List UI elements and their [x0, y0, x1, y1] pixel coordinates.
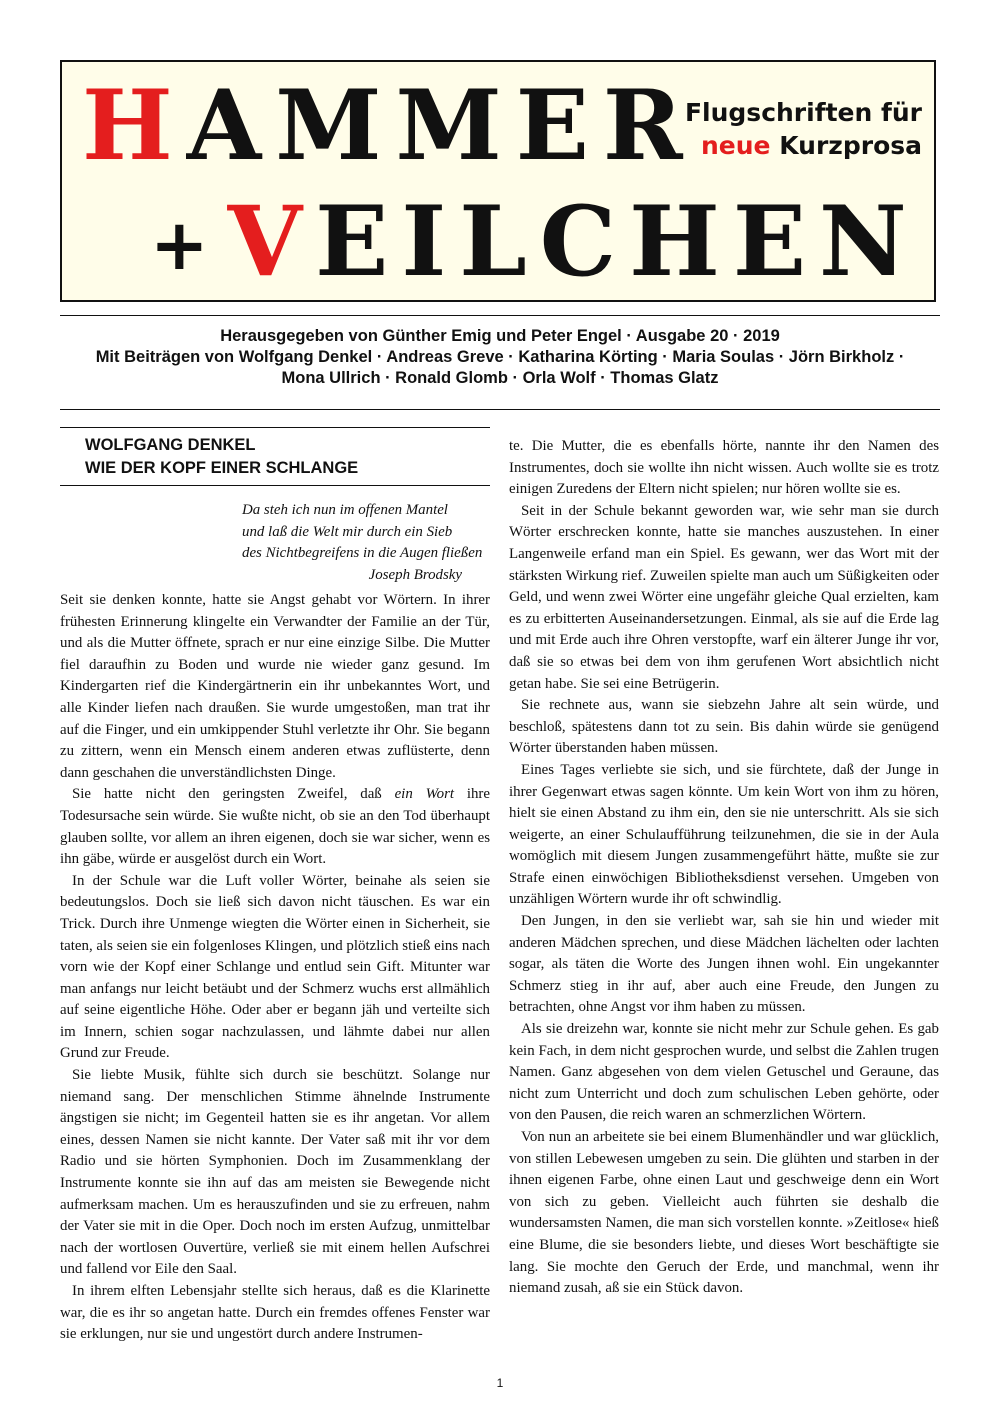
paragraph-text: ihre Todesursache sein würde. Sie wußte nicht, ob sie an den Tod überhaupt glauben sollte, vor allem an ihren eigenen, doch sie war sicher, wenn es ihn gäbe, würde er ausgelöst durch ein Wort. [60, 786, 490, 868]
text-column-right [509, 436, 939, 1300]
logo-plus: + [150, 204, 222, 286]
masthead-subtitle [685, 96, 922, 162]
epigraph-line: und laß die Welt mir durch ein Sieb [242, 523, 453, 540]
paragraph: Sie liebte Musik, fühlte sich durch sie beschützt. Solange nur niemand sang. Der menschlichen Stimme ähnelnde Instrumente ängstigen sie nicht; im Gegenteil hatten sie es ihr angetan. Vor allem eines, dessen Namen sie nicht kannte. Der Vater saß mit ihr vor dem Radio und sie hörten Symphonien. Doch im Zusammenklang der Instrumente konnte sie ihn auf das am meisten sie Bewegende nicht aufmerksam machen. Um es herauszufinden und sie zu erfreuen, nahm der Vater sie mit in die Oper. Doch noch im ersten Aufzug, unmittelbar nach der wortlosen Ouvertüre, verließ sie mit einem hellen Aufschrei und fallend vor Eile den Saal. [60, 1067, 490, 1278]
logo-letter: C [539, 185, 630, 298]
logo-letter: E [732, 185, 819, 298]
text-column-left [60, 590, 490, 1346]
masthead-logo-box [60, 60, 936, 302]
logo-letter: E [315, 185, 402, 298]
logo-letter: I [401, 185, 460, 298]
epigraph-line: Da steh ich nun im offenen Mantel [242, 502, 448, 518]
epigraph-line: des Nichtbegreifens in die Augen fließen [242, 545, 483, 562]
credits-editors: Herausgegeben von Günther Emig und Peter Engel · Ausgabe 20 · 2019 [220, 327, 780, 345]
credits-contributors-1: Mit Beiträgen von Wolfgang Denkel · Andreas Greve · Katharina Körting · Maria Soulas · Jörn Birkholz · [95, 348, 905, 366]
subtitle-line2 [685, 129, 922, 162]
divider-top [60, 315, 940, 316]
paragraph: te. Die Mutter, die es ebenfalls hörte, nannte ihr den Namen des Instrumentes, doch sie wollte ihn nicht wissen. Auch wollte sie es trotz einigen Zuredens der Eltern nicht spielen; nur hören wollte sie es. [509, 438, 939, 498]
divider-article-top [60, 427, 490, 428]
logo-letter: A [186, 69, 276, 182]
paragraph-text: Sie hatte nicht den geringsten Zweifel, daß [72, 786, 395, 803]
paragraph: Den Jungen, in den sie verliebt war, sah sie hin und wieder mit anderen Mädchen sprechen, und diese Mädchen lächelten oder lachten sogar, als täten die Worte des Jungen ihnen wohl. Ein ungekannter Schmerz stieg in ihr auf, aber auch eine Freude, den Jungen zu betrachten, ohne Angst vor ihm haben zu müssen. [509, 913, 939, 1016]
subtitle-neue: neue [701, 131, 771, 160]
epigraph [242, 500, 483, 586]
paragraph: Seit sie denken konnte, hatte sie Angst gehabt vor Wörtern. In ihrer frühesten Erinnerung klingelte ein Verwandter der Familie an der Tür, und als die Mutter öffnete, sprach er nur eine einzige Silbe. Die Mutter fiel daraufhin zu Boden und wurde nie wieder ganz gesund. Im Kindergarten rief die Kindergärtnerin ein ihr unbekanntes Wort, und alle Kinder liefen nach draußen. Sie wurde umgestoßen, man trat ihr auf die Finger, und ein umkippender Stuhl verletzte ihr Ohr. Sie begann zu zittern, wenn ein Mensch einem anderen etwas zuflüsterte, denn dann geschahen die unverständlichsten Dinge. [60, 592, 490, 781]
logo-letter: V [227, 185, 316, 298]
article-author: WOLFGANG DENKEL [85, 436, 256, 454]
subtitle-line1: Flugschriften für [684, 98, 922, 127]
paragraph: Eines Tages verliebte sie sich, und sie fürchtete, daß der Junge in ihrer Gegenwart etwas sagen könnte. Um kein Wort von ihm zu hören, hielt sie einen Abstand zu ihm ein, den sie nie unterschritt. Als sie sich weigerte, an einer Schulaufführung teilzunehmen, die sie in der Aula womöglich mit diesem Jungen zusammengeführt hätte, mußte sie zur Strafe einen einwöchigen Bibliotheksdienst versehen. Umgeben von unzähligen Wörtern wurde ihr oft schwindlig. [509, 761, 939, 908]
page-number: 1 [496, 1376, 504, 1390]
article-title: WIE DER KOPF EINER SCHLANGE [85, 459, 359, 477]
paragraph-emphasis: ein Wort [394, 786, 455, 803]
logo-letter: R [602, 69, 697, 182]
logo-letter: H [82, 69, 187, 182]
logo-letter: L [459, 185, 540, 298]
subtitle-kurzprosa: Kurzprosa [779, 131, 922, 160]
paragraph: In ihrem elften Lebensjahr stellte sich heraus, daß es die Klarinette war, die es ihr so angetan hatte. Durch ein fremdes offenes Fenster war sie erklungen, nur sie und ungestört durch andere Instrumen- [60, 1283, 490, 1343]
credits-contributors-2: Mona Ullrich · Ronald Glomb · Orla Wolf · Thomas Glatz [281, 369, 719, 387]
logo-letter: M [275, 69, 396, 182]
logo-veilchen [150, 185, 920, 298]
divider-credits [60, 409, 940, 410]
divider-article-bottom [60, 485, 490, 486]
epigraph-author: Joseph Brodsky [368, 566, 462, 583]
paragraph: Von nun an arbeitete sie bei einem Blumenhändler und war glücklich, von stillen Lebewesen umgeben zu sein. Die glühten und starben in der ihnen eigenen Farbe, ohne einen Laut und geschweige denn ein Wort von sich zu geben. Vielleicht auch führten sie deshalb die wundersamsten Namen, die man sich vorstellen konnte. »Zeitlose« hieß eine Blume, die sie besonders liebte, und dieses Wort beschäftigte sie lang. Sie mochte den Geruch der Erde, und manchmal, wenn ihr niemand zusah, aß sie ein Stück davon. [509, 1129, 939, 1297]
issue-credits [60, 326, 940, 389]
logo-hammer [82, 69, 697, 182]
logo-letter: N [819, 185, 920, 298]
paragraph: Als sie dreizehn war, konnte sie nicht mehr zur Schule gehen. Es gab kein Fach, in dem nicht gesprochen wurde, und selbst die Zahlen trugen Namen. Ganz abgesehen von dem vielen Getuschel und Geraune, das nicht zum Unterricht und doch zum schulischen Leben gehörte, oder von den Pausen, die reich waren an schmerzlichen Wörtern. [509, 1021, 939, 1124]
article-header [85, 434, 358, 480]
paragraph [60, 784, 490, 870]
paragraph: Sie rechnete aus, wann sie siebzehn Jahre alt sein würde, und beschloß, spätestens dann tot zu sein. Bis dahin würde sie genügend Wörter überstanden haben müssen. [509, 697, 939, 757]
logo-letter: M [395, 69, 516, 182]
logo-letter: E [515, 69, 603, 182]
paragraph: Seit in der Schule bekannt geworden war, wie sehr man sie durch Wörter erschrecken konnte, hatte sie manches auszustehen. In einer Langenweile erfand man ein Spiel. Es gewann, wer das Wort mit der stärksten Wirkung rief. Zuweilen spielte man auch um Süßigkeiten oder Geld, und wenn zwei Wörter eine ungefähr gleiche Qual erzielten, kam es zu erbitterten Auseinandersetzungen. Einmal, als sie auf die Erde lag und mit Erde auch ihre Ohren verstopfte, warf ein älterer Junge ihr vor, daß sie so etwas bei dem von ihm gerufenen Wort absichtlich nicht getan habe. Sie sei eine Betrügerin. [509, 502, 939, 692]
logo-letter: H [629, 185, 733, 298]
paragraph: In der Schule war die Luft voller Wörter, beinahe als seien sie bedeutungslos. Doch sie ließ sich davon nicht täuschen. Es war ein Trick. Durch ihre Unmenge wiegten die Wörter einen in Sicherheit, sie taten, als seien sie ein folgenloses Klingen, und plötzlich stieß eins nach vorn wie der Kopf einer Schlange und entlud sein Gift. Mitunter war man anfangs nur leicht betäubt und der Schmerz wuchs erst allmählich auf seine eigentliche Höhe. Oder aber er begann jäh und verteilte sich im Innern, schien sogar nachzulassen, und lähmte dabei nur allen Grund zur Freude. [60, 872, 490, 1062]
